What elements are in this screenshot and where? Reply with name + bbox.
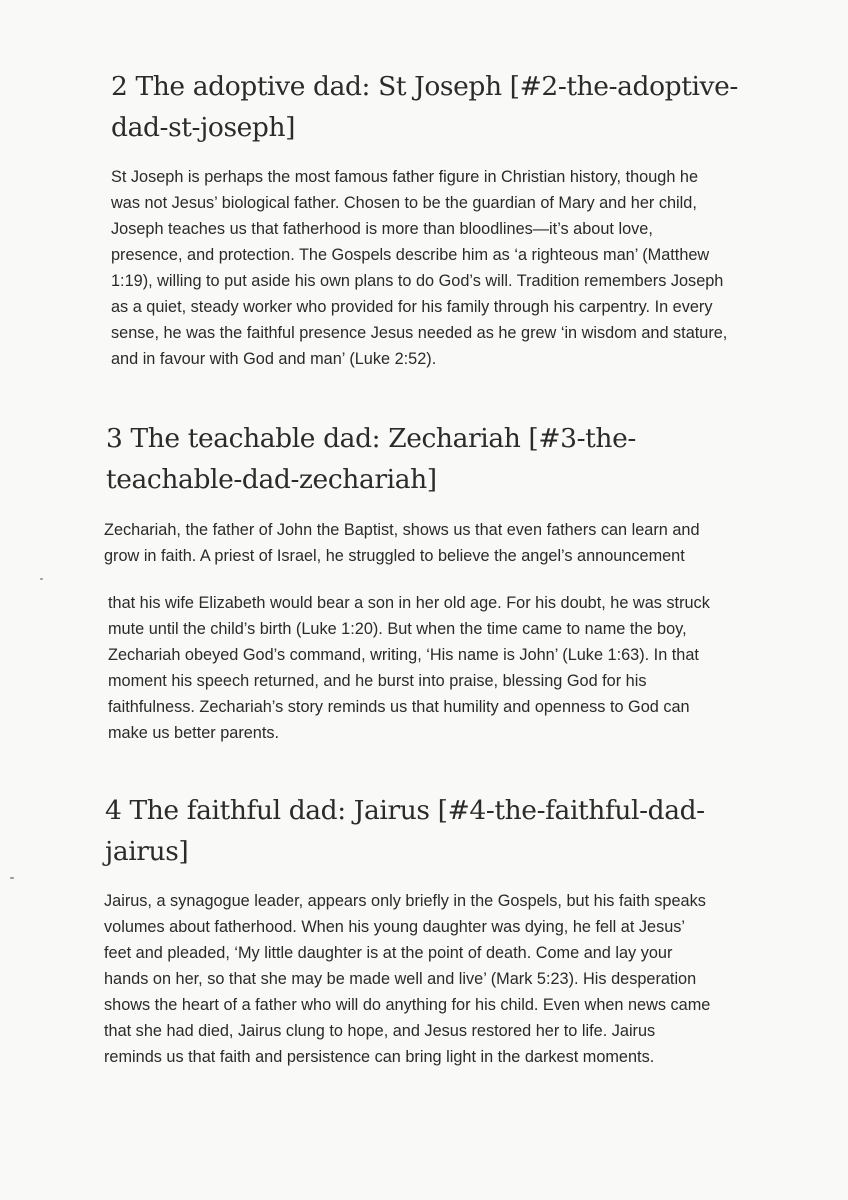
body-line: that his wife Elizabeth would bear a son in her old age. For his doubt, he was struck <box>108 594 710 612</box>
body-line: grow in faith. A priest of Israel, he struggled to believe the angel’s announcement <box>104 547 685 565</box>
body-line: was not Jesus’ biological father. Chosen to be the guardian of Mary and her child, <box>111 194 697 212</box>
body-line: presence, and protection. The Gospels describe him as ‘a righteous man’ (Matthew <box>111 246 710 264</box>
section-body-zechariah-part-2 <box>108 590 710 746</box>
heading-line: 3 The teachable dad: Zechariah [#3-the- <box>106 423 636 454</box>
body-line: reminds us that faith and persistence can bring light in the darkest moments. <box>104 1048 655 1066</box>
heading-line: teachable-dad-zechariah] <box>106 464 437 495</box>
section-body-joseph <box>111 164 727 372</box>
heading-line: 2 The adoptive dad: St Joseph [#2-the-adoptive- <box>111 71 738 102</box>
body-line: Jairus, a synagogue leader, appears only briefly in the Gospels, but his faith speaks <box>104 892 706 910</box>
scan-speck <box>10 877 14 879</box>
section-body-jairus <box>104 888 710 1070</box>
body-line: and in favour with God and man’ (Luke 2:52). <box>111 350 437 368</box>
body-line: as a quiet, steady worker who provided for his family through his carpentry. In every <box>111 298 713 316</box>
body-line: moment his speech returned, and he burst into praise, blessing God for his <box>108 672 647 690</box>
body-line: Joseph teaches us that fatherhood is more than bloodlines—it’s about love, <box>111 220 653 238</box>
body-line: faithfulness. Zechariah’s story reminds us that humility and openness to God can <box>108 698 690 716</box>
section-heading-zechariah <box>106 418 636 500</box>
heading-line: dad-st-joseph] <box>111 112 296 143</box>
body-line: feet and pleaded, ‘My little daughter is at the point of death. Come and lay your <box>104 944 673 962</box>
section-body-zechariah-part-1 <box>104 517 700 569</box>
body-line: that she had died, Jairus clung to hope, and Jesus restored her to life. Jairus <box>104 1022 656 1040</box>
body-line: shows the heart of a father who will do anything for his child. Even when news came <box>104 996 711 1014</box>
body-line: 1:19), willing to put aside his own plans to do God’s will. Tradition remembers Joseph <box>111 272 724 290</box>
body-line: hands on her, so that she may be made well and live’ (Mark 5:23). His desperation <box>104 970 697 988</box>
body-line: volumes about fatherhood. When his young daughter was dying, he fell at Jesus’ <box>104 918 686 936</box>
section-heading-joseph <box>111 66 738 148</box>
heading-line: 4 The faithful dad: Jairus [#4-the-faithful-dad- <box>105 795 705 826</box>
body-line: make us better parents. <box>108 724 280 742</box>
body-line: sense, he was the faithful presence Jesus needed as he grew ‘in wisdom and stature, <box>111 324 728 342</box>
scan-speck <box>40 578 43 580</box>
body-line: St Joseph is perhaps the most famous father figure in Christian history, though he <box>111 168 699 186</box>
section-heading-jairus <box>105 790 705 872</box>
body-line: Zechariah, the father of John the Baptist, shows us that even fathers can learn and <box>104 521 700 539</box>
heading-line: jairus] <box>105 836 189 867</box>
body-line: Zechariah obeyed God’s command, writing, ‘His name is John’ (Luke 1:63). In that <box>108 646 699 664</box>
body-line: mute until the child’s birth (Luke 1:20). But when the time came to name the boy, <box>108 620 687 638</box>
